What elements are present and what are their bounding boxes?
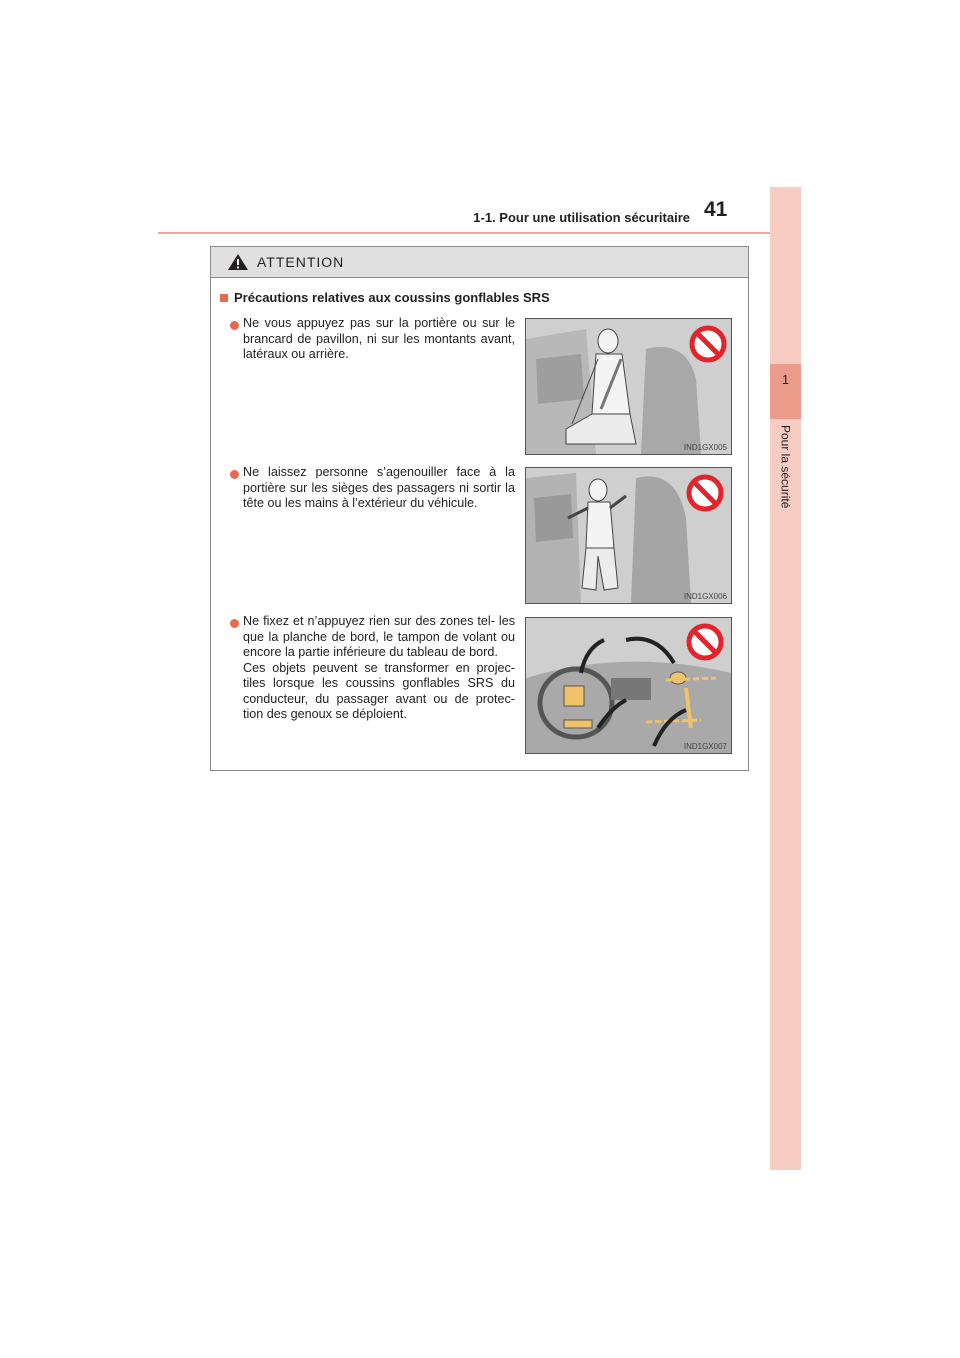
illustration-leaning-on-door: [525, 318, 732, 455]
prohibited-icon: [689, 325, 727, 363]
illustration-kneeling-passenger: [525, 467, 732, 604]
list-item: [230, 614, 515, 723]
round-bullet-icon: [230, 321, 239, 330]
header-rule: [158, 232, 800, 234]
list-item: [230, 465, 515, 512]
warning-header: [211, 247, 748, 278]
item-text: [243, 614, 515, 723]
warning-triangle-icon: [227, 253, 249, 271]
warning-title: ATTENTION: [257, 254, 345, 270]
item-text-paragraph: Ne fixez et n’appuyez rien sur des zones tel- les que la planche de bord, le tampon de volant ou encore la partie inférieure du tableau de bord.: [243, 614, 515, 659]
subsection-heading: [220, 290, 550, 305]
illustration-dashboard-objects: [525, 617, 732, 754]
square-bullet-icon: [220, 294, 228, 302]
chapter-label: Pour la sécurité: [778, 425, 793, 509]
subsection-title: Précautions relatives aux coussins gonflables SRS: [234, 290, 550, 305]
list-item: [230, 316, 515, 363]
item-text: Ne laissez personne s’agenouiller face à la portière sur les sièges des passagers ni sortir la tête ou les mains à l’extérieur du véhicule.: [243, 465, 515, 510]
prohibited-icon: [686, 623, 724, 661]
chapter-number: 1: [781, 372, 790, 387]
item-text-paragraph: Ces objets peuvent se transformer en projec- tiles lorsque les coussins gonflables SRS du conducteur, du passager avant ou de protec- tion des genoux se déploient.: [243, 660, 515, 721]
round-bullet-icon: [230, 619, 239, 628]
section-title: 1-1. Pour une utilisation sécuritaire: [473, 210, 690, 225]
illustration-code: IND1GX005: [683, 443, 727, 452]
prohibited-icon: [686, 474, 724, 512]
item-text: Ne vous appuyez pas sur la portière ou sur le brancard de pavillon, ni sur les montants avant, latéraux ou arrière.: [243, 316, 515, 361]
page-number: 41: [704, 198, 728, 221]
side-tab: [770, 187, 801, 1170]
illustration-code: IND1GX006: [683, 592, 727, 601]
illustration-code: IND1GX007: [683, 742, 727, 751]
round-bullet-icon: [230, 470, 239, 479]
